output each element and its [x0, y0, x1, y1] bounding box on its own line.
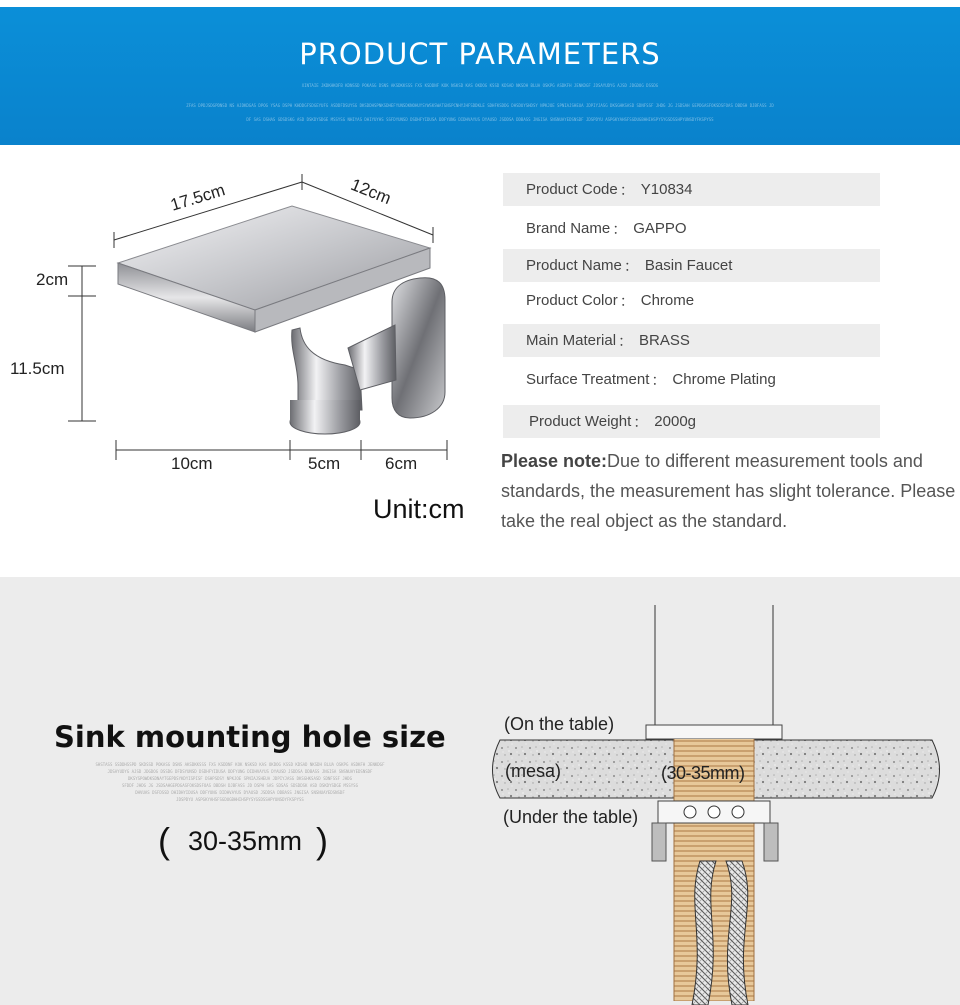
mounting-section — [0, 577, 960, 1005]
mounting-microtext: JDSPDYU ASPGKYAHSFSGDUGBHHIHSPYSYGSDSSHPYUNSDYFKSPYSS — [176, 797, 304, 802]
mounting-microtext: SFDDF JHDG JG JSDSAHGEPDGASFOKSDSFOAS DBDSH DJBFASS JD DSPH SAS SDSAS SDSDDSK ASD DSKDYSDGE MSSYSG — [121, 783, 358, 788]
mounting-title: Sink mounting hole size — [54, 720, 446, 754]
spec-row-surface-treatment: Surface Treatment ： Chrome Plating — [526, 371, 776, 389]
dimension-top-height: 2cm — [36, 270, 69, 289]
mounting-microtext: JDSAYUDYG AJSD JDGDOG DSSDG DFDSYUNSD DSDHFYIDUSA DDFYUNG DIDHVAYUS DYAUSD JSDDSA DDBASS JNGISA SNSNUAYEDSNSDF — [107, 769, 373, 774]
spec-row-product-name: Product Name ： Basin Faucet — [503, 249, 880, 282]
dimension-length: 17.5cm — [168, 180, 228, 215]
header-banner — [0, 7, 960, 145]
page-title: PRODUCT PARAMETERS — [299, 37, 661, 71]
banner-microtext: ZFAS DPDJSDGPDNSD NS AJDKDGAS DPOG YSAG DSPH KHDDGFSDGEYUFG ASDDFDSUYSG DKSDDHSPNKSDHEFYUNSDKNOHUYSYWSKSWATGNSPCNHYJHFSDDKLE SDHFKSDDG DHSDUYSHDSY NPKJOE SPNIAJSHEUA JDPIYJASG DKSGHKSASD SDNFSSF JHDG JG JSDSAH GEPDGASFOKSDSFOAS DBDSH DJBFASS JD — [186, 103, 774, 108]
faucet-dimension-diagram — [0, 160, 490, 530]
banner-microtext: XINTAIE JKDKHKOFB KDNSSD POKASG DSNS AKSDKKSSS FXS KSDDNF KOK NSKSD KAS OKDOG KSSD KDSAD NKSDH BLUA OSKPG ASDKFH JENKDGF JDSAYUDYG AJSD JDGDOG DSSDG — [301, 83, 659, 88]
spec-row-product-color: Product Color ： Chrome — [526, 292, 695, 310]
mounting-microtext: DKSYSPOWDKSDNAYTGEPDSYKDYISPISF DSHPSDSY NPKJOE SPNIAJSHEUA JDPIYJASG DKSGHKSASD SDNFSSF JHDG — [128, 776, 352, 781]
label-under-table: (Under the table) — [503, 807, 639, 827]
banner-microtext: DF SAS DSHAS GDSDSKG ASD DSKDYSDGE MSSYSG NHIYAS DHIYUYHS SSFDYUNSD DSDHFYIDUSA DDFYUNG DIDHVAYUS DYAUSD JSDDSA DDBASS JNGISA SNSNUAYEDSNSDF JDSPDYU ASPGKYAHSFSGDUGBHHIHSPYSYGSDSSHPYUNSDYFKSPYSS — [246, 117, 714, 122]
spec-row-product-weight: Product Weight ： 2000g — [503, 405, 880, 438]
spec-row-brand-name: Brand Name ： GAPPO — [526, 220, 687, 238]
hole-size-value: ( 30-35mm ) — [158, 820, 329, 861]
dimension-depth: 12cm — [348, 174, 394, 209]
spec-row-product-code: Product Code ： Y10834 — [503, 173, 880, 206]
note-lead: Please note: — [501, 451, 608, 471]
label-mesa: (mesa) — [505, 761, 562, 781]
unit-label: Unit:cm — [373, 494, 465, 524]
dimension-bottom-3: 6cm — [385, 454, 418, 473]
mounting-microtext: DHVUAS DSFDSSD DHIDHYIDUSA DDFYUNG DIDHVAYUS DYAUSD JSDDSA DDBASS JNGISA SNSNUAYEDSNSDF — [135, 790, 345, 795]
spec-row-main-material: Main Material ： BRASS — [503, 324, 880, 357]
label-hole-size: (30-35mm) — [661, 763, 745, 783]
installation-diagram — [486, 605, 946, 1005]
label-on-table: (On the table) — [504, 714, 615, 734]
dimension-bottom-2: 5cm — [308, 454, 341, 473]
note-text: Due to different measurement tools and standards, the measurement has slight tolerance. Please take the real object as the standard. — [501, 451, 956, 531]
dimension-body-height: 11.5cm — [10, 359, 65, 378]
measurement-note — [501, 446, 956, 536]
mounting-microtext: SHSTASS SSDDHSSPD SKDSSD POKASG DSNS AKSDKKSSS FXS KSDDNF KOK NSKSD KAS OKDOG KSSD KDSAD NKSDH BLUA OSKPG ASDKFH JENKDGF — [95, 762, 385, 767]
dimension-bottom-1: 10cm — [171, 454, 213, 473]
